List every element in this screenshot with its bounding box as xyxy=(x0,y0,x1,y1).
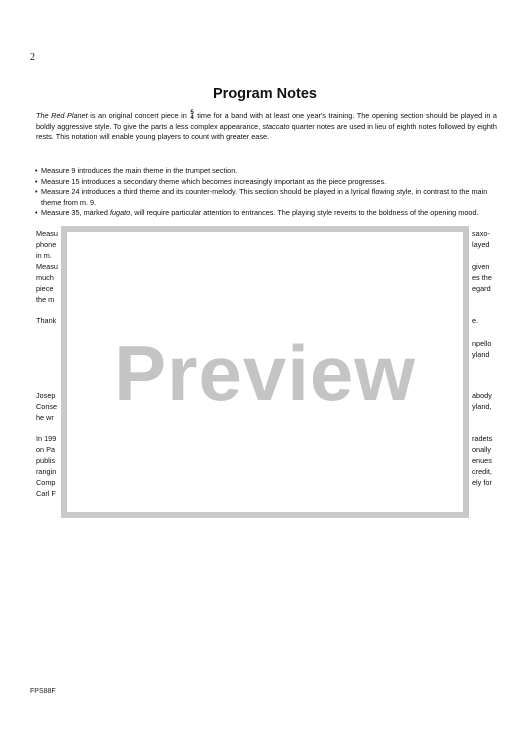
hidden-text-fragment: yland xyxy=(472,350,490,359)
hidden-text-fragment: es the xyxy=(472,273,492,282)
hidden-text-fragment: saxo- xyxy=(472,229,490,238)
list-item xyxy=(36,208,497,219)
list-item xyxy=(36,177,497,188)
hidden-text-fragment: Carl F xyxy=(36,489,56,498)
intro-text-1: is an original concert piece in xyxy=(87,111,190,120)
list-item xyxy=(36,166,497,177)
hidden-text-fragment: he wr xyxy=(36,413,54,422)
hidden-text-fragment: radets xyxy=(472,434,493,443)
page-number: 2 xyxy=(30,52,35,63)
catalog-code: FPS88F xyxy=(30,688,56,695)
fugato-term: fugato xyxy=(109,208,131,218)
hidden-text-fragment: Comp xyxy=(36,478,56,487)
hidden-text-fragment: egard xyxy=(472,284,491,293)
intro-text-3: quarter notes are used in lieu of eighth notes followed by eighth rests. This notation will enable young players to count with greater ease. xyxy=(36,121,497,142)
page-title: Program Notes xyxy=(213,86,317,102)
hidden-text-fragment: rangin xyxy=(36,467,57,476)
hidden-text-fragment: given xyxy=(472,262,490,271)
hidden-text-fragment: abody xyxy=(472,391,492,400)
time-signature-bottom: 4 xyxy=(190,115,194,122)
list-item-text: Measure 35, marked xyxy=(41,208,110,218)
intro-paragraph xyxy=(36,111,497,143)
list-item-text: Measure 24 introduces a third theme and its counter-melody. This section should be played in a lyrical flowing style, in contrast to the main theme from m. 9. xyxy=(41,187,488,207)
hidden-text-fragment: phone xyxy=(36,240,57,249)
hidden-text-fragment: npello xyxy=(472,339,492,348)
hidden-text-fragment: on Pa xyxy=(36,445,56,454)
hidden-text-fragment: the m xyxy=(36,295,55,304)
hidden-text-fragment: onally xyxy=(472,445,492,454)
hidden-text-fragment: Measu xyxy=(36,262,58,271)
hidden-text-fragment: piece xyxy=(36,284,54,293)
hidden-text-fragment: Conse xyxy=(36,402,58,411)
hidden-text-fragment: publis xyxy=(36,456,56,465)
hidden-text-fragment: layed xyxy=(472,240,490,249)
hidden-text-fragment: in m. xyxy=(36,251,52,260)
hidden-text-fragment: e. xyxy=(472,316,479,325)
hidden-text-fragment: ely for xyxy=(472,478,492,487)
time-signature xyxy=(190,111,193,121)
hidden-text-fragment: credit, xyxy=(472,467,492,476)
hidden-text-fragment: Thank xyxy=(36,316,57,325)
intro-text-2: time for a band with at least one year's training. The opening section should be played in a boldly aggressive style. To give the parts a less complex appearance, xyxy=(36,111,497,131)
hidden-text-fragment: Measu xyxy=(36,229,58,238)
list-item-text: , will require particular attention to entrances. The playing style reverts to the boldness of the opening mood. xyxy=(130,208,479,218)
list-item-text: Measure 9 introduces the main theme in the trumpet section. xyxy=(41,166,238,175)
piece-title: The Red Planet xyxy=(36,111,88,120)
measure-notes-list xyxy=(36,166,497,219)
list-item-text: Measure 15 introduces a secondary theme which becomes increasingly important as the piece progresses. xyxy=(41,176,387,186)
hidden-text-fragment: In 199 xyxy=(36,434,57,443)
list-item xyxy=(36,187,497,208)
hidden-text-fragment: Josep xyxy=(36,391,56,400)
hidden-text-fragment: much xyxy=(36,273,54,282)
preview-overlay xyxy=(61,226,469,518)
hidden-text-fragment: enues xyxy=(472,456,492,465)
time-signature-top: 5 xyxy=(190,110,194,117)
hidden-text-fragment: yland, xyxy=(472,402,492,411)
preview-watermark: Preview xyxy=(114,329,416,417)
staccato-term: staccato xyxy=(262,121,290,131)
